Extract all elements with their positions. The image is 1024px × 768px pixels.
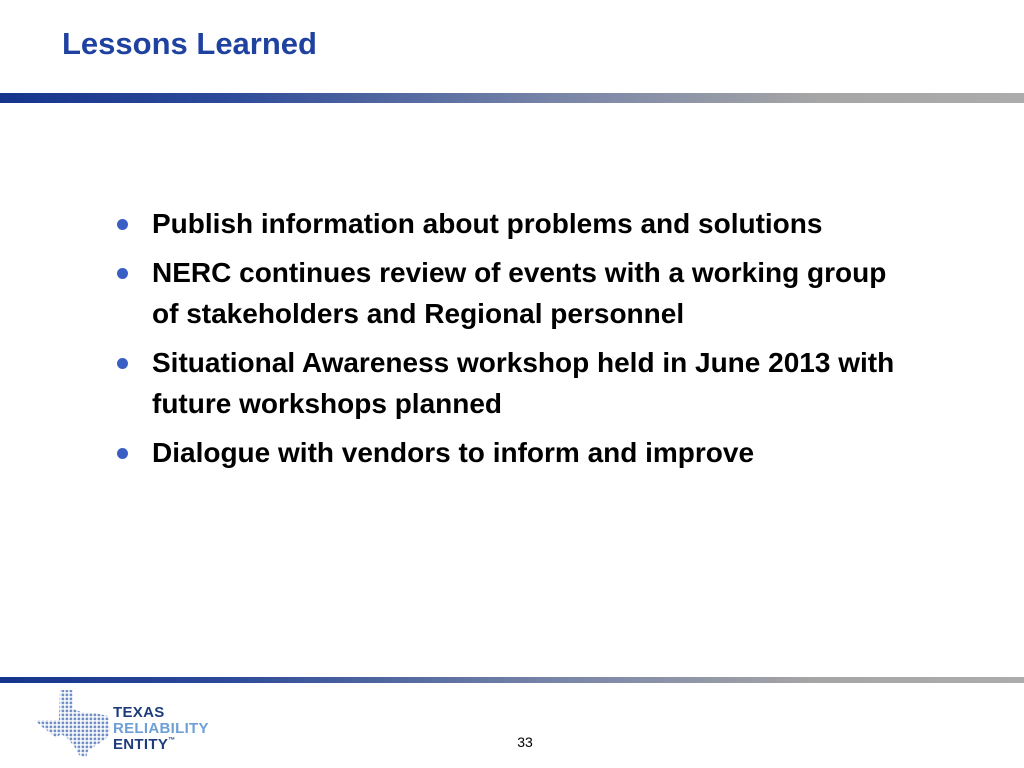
- logo-wordmark: [113, 705, 209, 753]
- bullet-icon: [117, 219, 128, 230]
- bullet-text: NERC continues review of events with a working group of stakeholders and Regional personnel: [152, 257, 887, 329]
- logo-line-texas: TEXAS: [113, 704, 165, 721]
- footer-divider: [0, 677, 1024, 683]
- page-title: Lessons Learned: [62, 26, 317, 61]
- bullet-text: Dialogue with vendors to inform and improve: [152, 437, 755, 468]
- bullet-icon: [117, 268, 128, 279]
- bullet-icon: [117, 448, 128, 459]
- bullet-list: [112, 203, 912, 481]
- bullet-icon: [117, 358, 128, 369]
- list-item: [112, 252, 912, 334]
- logo-entity-text: ENTITY: [113, 736, 169, 753]
- list-item: [112, 432, 912, 473]
- logo-line-reliability: RELIABILITY: [113, 720, 209, 737]
- logo-line-entity: [113, 737, 209, 753]
- list-item: [112, 203, 912, 244]
- bullet-text: Situational Awareness workshop held in June 2013 with future workshops planned: [152, 347, 895, 419]
- texas-reliability-entity-logo: [33, 689, 233, 761]
- list-item: [112, 342, 912, 424]
- page-number: 33: [517, 734, 533, 750]
- texas-map-icon: [33, 689, 113, 759]
- bullet-text: Publish information about problems and solutions: [152, 208, 823, 239]
- trademark-symbol: ™: [168, 737, 176, 744]
- title-divider: [0, 93, 1024, 103]
